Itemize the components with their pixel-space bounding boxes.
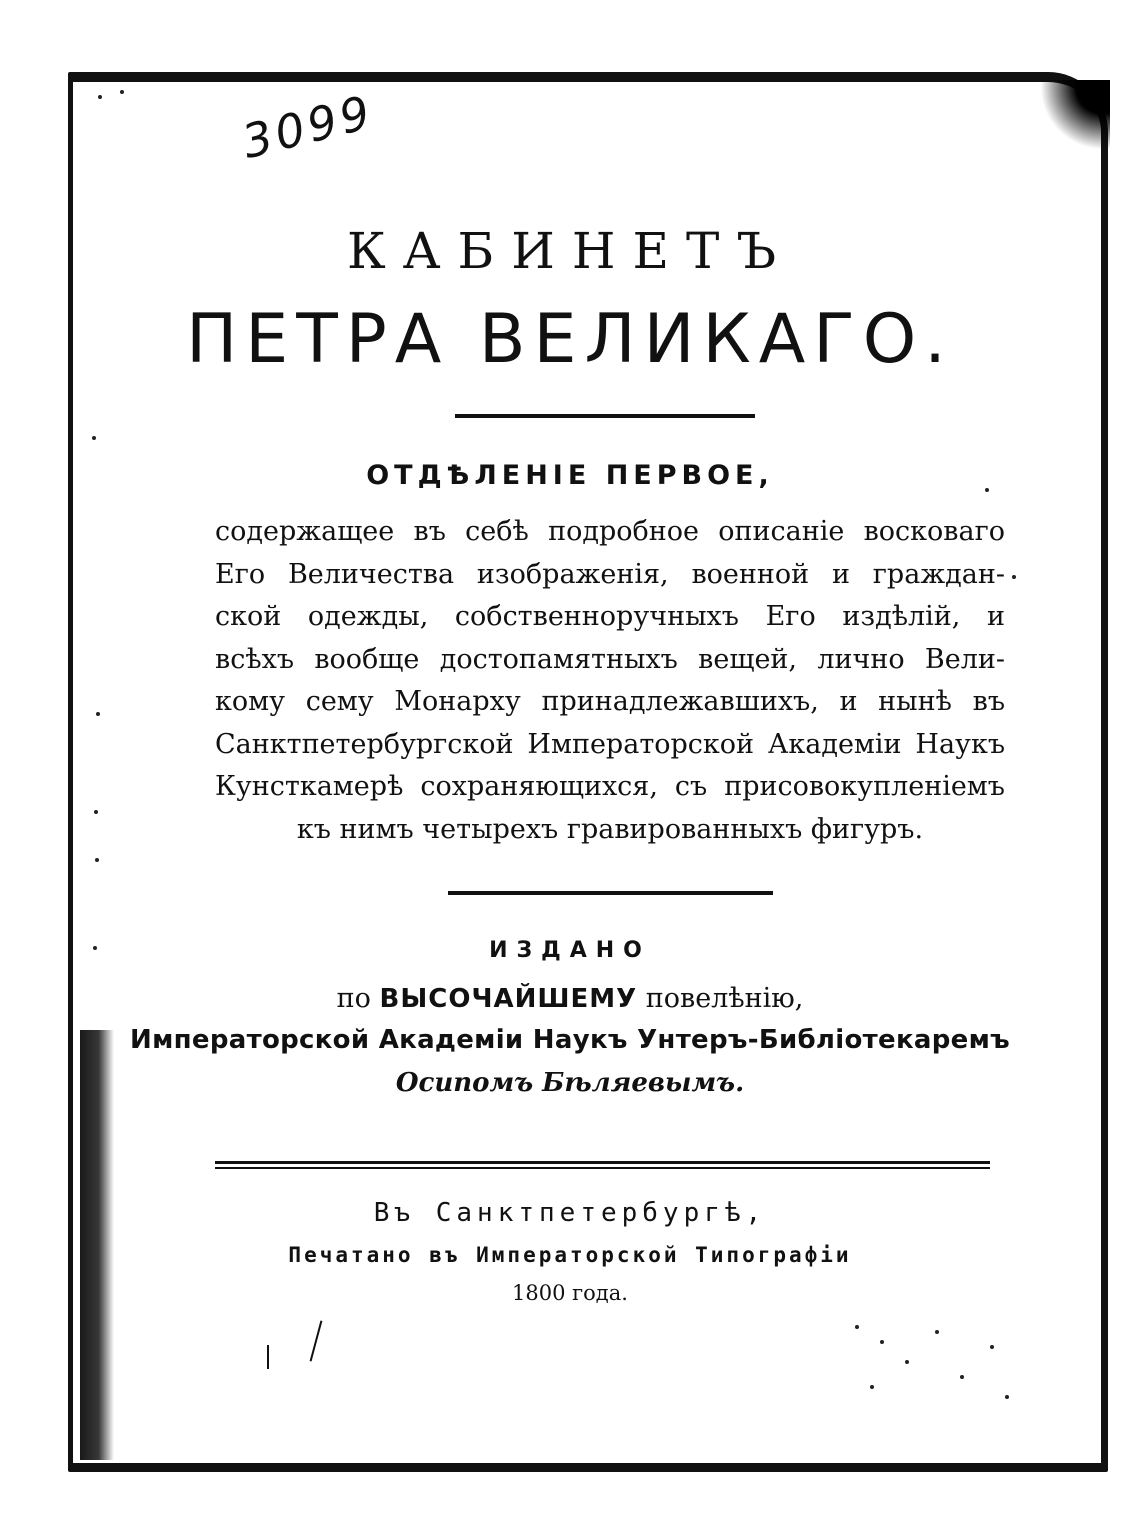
scan-speck — [905, 1360, 909, 1364]
page-corner-shadow — [1040, 80, 1110, 150]
scan-speck — [94, 810, 98, 814]
scan-speck — [990, 1345, 994, 1349]
description-line: Кунсткамерѣ сохраняющихся, съ присовокупленіемъ — [215, 771, 1005, 802]
decree-caps: ВЫСОЧАЙШЕМУ — [379, 984, 638, 1014]
decree-suffix: повелѣнію, — [645, 983, 804, 1014]
description-line: Санктпетербургской Императорской Академіи Наукъ — [215, 728, 1005, 760]
divider-rule — [448, 891, 773, 895]
description-line: содержащее въ себѣ подробное описаніе восковаго — [215, 516, 1005, 547]
scan-speck — [855, 1325, 859, 1329]
scan-speck — [935, 1330, 939, 1334]
published-heading: ИЗДАНО — [489, 938, 651, 963]
description-line: ской одежды, собственноручныхъ Его издѣлій, и — [215, 601, 1005, 632]
description-line: къ нимъ четырехъ гравированныхъ фигуръ. — [296, 813, 924, 845]
imprint-year: 1800 года. — [512, 1281, 628, 1305]
handwritten-inventory-number: 3099 — [236, 84, 380, 169]
author-name: Осипомъ Бѣляевымъ. — [395, 1068, 745, 1098]
pencil-mark — [267, 1345, 269, 1369]
title-line-2: ПЕТРА ВЕЛИКАГО. — [186, 300, 954, 379]
title-line-1: КАБИНЕТЪ — [346, 222, 794, 280]
scan-speck — [95, 858, 99, 862]
section-heading: ОТДѢЛЕНІЕ ПЕРВОЕ, — [366, 460, 774, 491]
double-rule-bottom — [215, 1167, 990, 1169]
scan-speck — [120, 90, 124, 94]
decree-prefix: по — [336, 983, 371, 1014]
scan-speck — [96, 712, 100, 716]
academy-line: Императорской Академіи Наукъ Унтеръ-Библіотекаремъ — [130, 1025, 1010, 1055]
scan-speck — [98, 95, 102, 99]
scan-speck — [960, 1375, 964, 1379]
divider-rule — [455, 414, 755, 418]
description-paragraph — [215, 511, 1005, 851]
decree-line — [0, 983, 1140, 1014]
scan-speck — [1005, 1395, 1009, 1399]
description-line: всѣхъ вообще достопамятныхъ вещей, лично Вели- — [215, 643, 1005, 675]
description-line: Его Величества изображенія, военной и граждан- — [215, 558, 1005, 590]
imprint-press: Печатано въ Императорской Типографіи — [288, 1243, 852, 1267]
double-rule-top — [215, 1161, 990, 1164]
imprint-city: Въ Санктпетербургѣ, — [373, 1198, 767, 1228]
scan-speck — [870, 1385, 874, 1389]
scan-speck — [92, 436, 96, 440]
scan-speck — [880, 1340, 884, 1344]
description-line: кому сему Монарху принадлежавшихъ, и нынѣ въ — [215, 686, 1005, 717]
scan-speck — [1012, 575, 1016, 579]
